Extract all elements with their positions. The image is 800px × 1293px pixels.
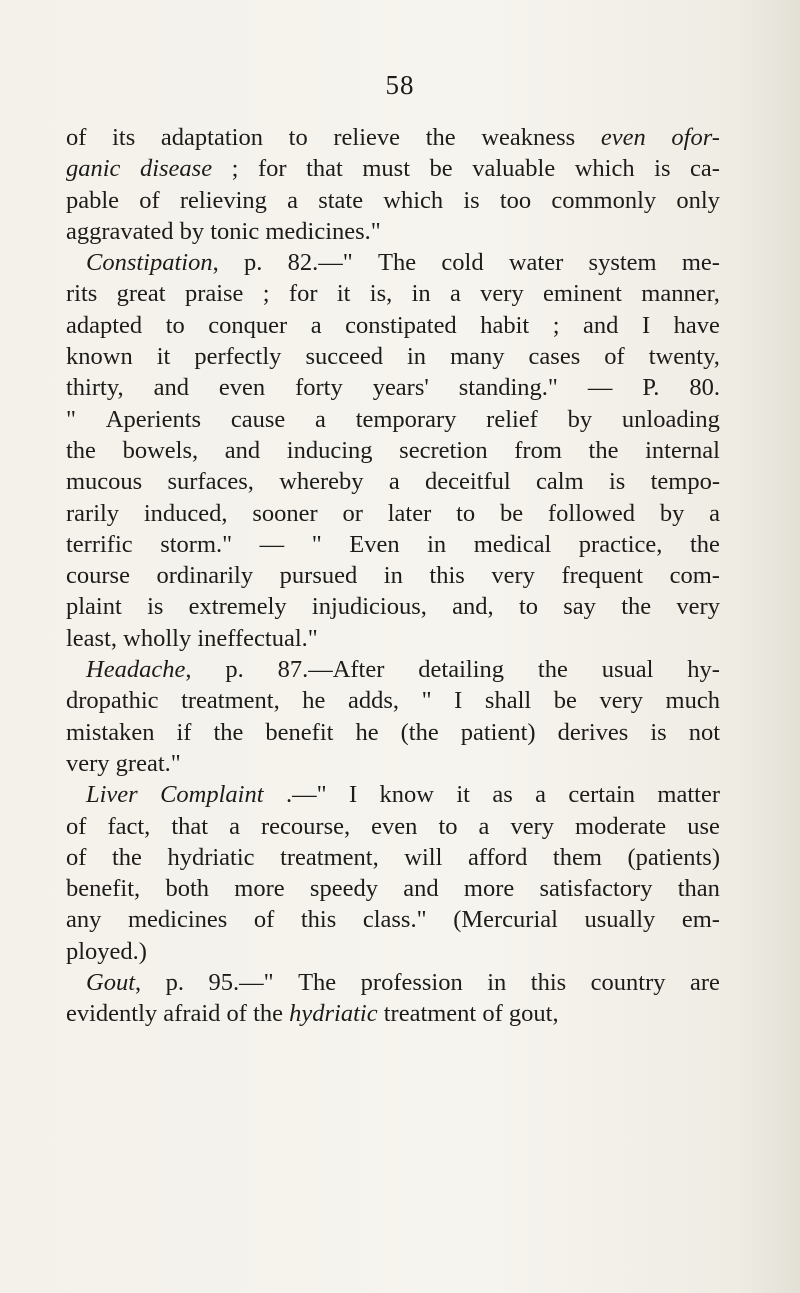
page-number: 58 [385, 70, 415, 100]
text-line: Liver Complaint .—" I know it as a certain matter [86, 781, 720, 809]
text-line: aggravated by tonic medicines." [66, 217, 381, 245]
text-line: ployed.) [66, 937, 147, 965]
text-line: rarily induced, sooner or later to be followed by a [66, 499, 720, 527]
text-line: known it perfectly succeed in many cases of twenty, [66, 343, 720, 371]
text-line: of fact, that a recourse, even to a very moderate use [66, 812, 720, 840]
text-line: mucous surfaces, whereby a deceitful calm is tempo- [66, 468, 720, 496]
body-text [66, 122, 720, 1030]
text-line: Gout, p. 95.—" The profession in this country are [86, 969, 720, 997]
text-line: Headache, p. 87.—After detailing the usual hy- [86, 656, 720, 684]
text-line: terrific storm." — " Even in medical practice, the [66, 530, 720, 558]
text-line: dropathic treatment, he adds, " I shall be very much [66, 687, 720, 715]
text-line: rits great praise ; for it is, in a very eminent manner, [66, 280, 720, 308]
text-line: thirty, and even forty years' standing." — P. 80. [66, 374, 720, 402]
text-line: " Aperients cause a temporary relief by unloading [66, 405, 720, 433]
text-line: of the hydriatic treatment, will afford them (patients) [66, 843, 720, 871]
text-line: course ordinarily pursued in this very frequent com- [66, 562, 720, 590]
text-line: evidently afraid of the hydriatic treatment of gout, [66, 1000, 559, 1028]
text-line: very great." [66, 749, 181, 777]
text-line: plaint is extremely injudicious, and, to say the very [66, 593, 720, 621]
text-line: pable of relieving a state which is too commonly only [66, 186, 720, 214]
text-line: the bowels, and inducing secretion from the internal [66, 436, 720, 464]
text-line: least, wholly ineffectual." [66, 624, 318, 652]
text-line: mistaken if the benefit he (the patient) derives is not [66, 718, 720, 746]
text-line: Constipation, p. 82.—" The cold water system me- [86, 249, 720, 277]
text-line: benefit, both more speedy and more satisfactory than [66, 875, 720, 903]
text-line: ganic disease ; for that must be valuable which is ca- [66, 155, 720, 183]
text-line: adapted to conquer a constipated habit ; and I have [66, 311, 720, 339]
text-line: any medicines of this class." (Mercurial usually em- [66, 906, 720, 934]
text-line: of its adaptation to relieve the weakness even ofor- [66, 124, 720, 151]
